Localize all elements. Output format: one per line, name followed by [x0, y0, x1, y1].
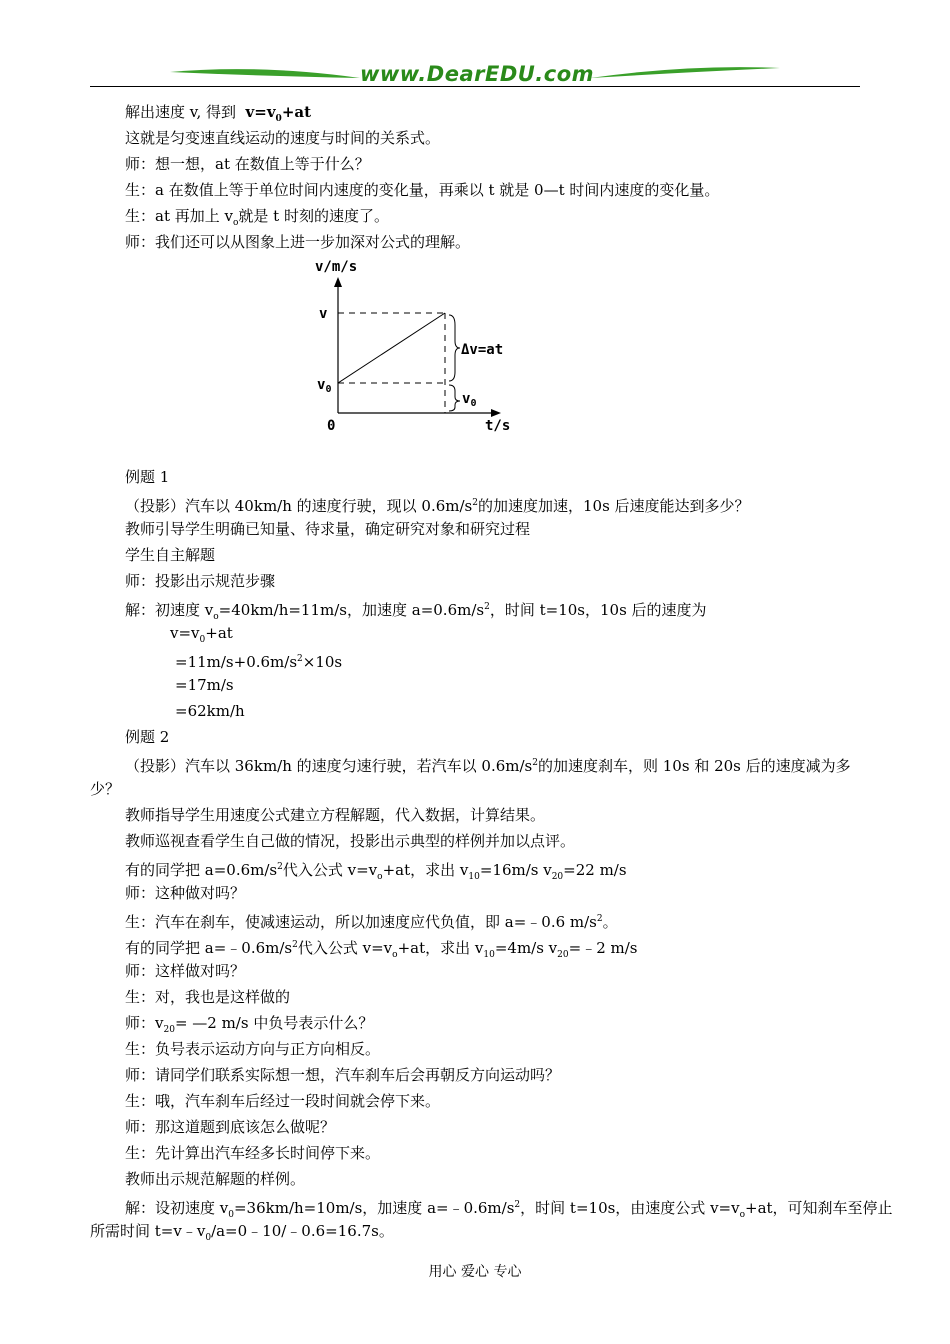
text-line: 这就是匀变速直线运动的速度与时间的关系式。 — [125, 129, 441, 147]
text-line: 生：a 在数值上等于单位时间内速度的变化量，再乘以 t 就是 0—t 时间内速度的变化量。 — [125, 181, 720, 199]
v-label: v — [319, 306, 328, 322]
x-axis-arrow — [491, 409, 501, 417]
text-line: 生：哦，汽车刹车后经过一段时间就会停下来。 — [125, 1092, 441, 1110]
example-title: 例题 2 — [125, 728, 170, 746]
text-line: 解：初速度 $v_o=40km/h=11m/s$，加速度 $a=0.6m/s^2$，时间 t=10s，10s 后的速度为 — [125, 601, 707, 622]
velocity-line — [338, 313, 445, 383]
text-line: 师：$v_{20}=$ —2 m/s 中负号表示什么？ — [125, 1014, 374, 1035]
text-line: 师：投影出示规范步骤 — [125, 572, 276, 590]
site-logo[interactable]: www.DearEDU.com — [359, 62, 595, 86]
x-axis-label: t/s — [485, 418, 511, 434]
text-line: 有的同学把 $a=﹣0.6m/s^2$代入公式 $v=v_o+at$，求出 $v_{10}=4m/s$ $v_{20}=﹣2$ m/s — [125, 939, 638, 960]
text-line: 生：对，我也是这样做的 — [125, 988, 291, 1006]
text-line: 师：这样做对吗？ — [125, 962, 246, 980]
origin-label: 0 — [327, 418, 336, 434]
text-line: 生：先计算出汽车经多长时间停下来。 — [125, 1144, 381, 1162]
calc-line: $v=v_0+at$ — [170, 624, 233, 645]
text-line: 生：汽车在刹车，使减速运动，所以加速度应代负值，即 a=﹣0.6 $m/s^2$。 — [125, 913, 618, 931]
page-footer: 用心 爱心 专心 — [428, 1264, 522, 1280]
text-line: 解出速度 v, 得到 $v=v_0+at$ — [125, 103, 312, 124]
text-line: 生：负号表示运动方向与正方向相反。 — [125, 1040, 381, 1058]
text-line: 教师指导学生用速度公式建立方程解题，代入数据，计算结果。 — [125, 806, 546, 824]
text-line: 师：这种做对吗？ — [125, 884, 246, 902]
v0-bracket-label: $v_0$ — [462, 391, 477, 409]
y-axis-arrow — [334, 277, 342, 287]
y-axis-label: v/m/s — [315, 259, 358, 275]
calc-line: =62km/h — [175, 702, 245, 720]
text-line: 教师引导学生明确已知量、待求量，确定研究对象和研究过程 — [125, 520, 531, 538]
example-title: 例题 1 — [125, 468, 170, 486]
text-line: 生：at 再加上 $v_o$就是 t 时刻的速度了。 — [125, 207, 389, 228]
text-line: 所需时间 $t=v﹣v_0/a=0﹣10/﹣0.6=16.7s$。 — [90, 1222, 394, 1243]
header-divider — [90, 86, 860, 87]
text-line: 学生自主解题 — [125, 546, 216, 564]
velocity-time-graph — [305, 255, 535, 440]
calc-line: =17m/s — [175, 676, 234, 694]
text-line: 师：那这道题到底该怎么做呢？ — [125, 1118, 336, 1136]
v0-label: $v_0$ — [317, 377, 332, 395]
v0-bracket — [449, 385, 460, 411]
text-line: 少？ — [90, 780, 121, 798]
text-line: 有的同学把 $a=0.6m/s^2$代入公式 $v=v_o+at$，求出 $v_{10}=16m/s$ $v_{20}=22$ m/s — [125, 861, 627, 882]
text-line: 教师巡视查看学生自己做的情况，投影出示典型的样例并加以点评。 — [125, 832, 576, 850]
text-line: 师：想一想，at 在数值上等于什么？ — [125, 155, 370, 173]
text-line: 教师出示规范解题的样例。 — [125, 1170, 306, 1188]
text-line: 师：我们还可以从图象上进一步加深对公式的理解。 — [125, 233, 471, 251]
delta-v-bracket — [449, 315, 460, 381]
calc-line: $=11m/s+0.6m/s^2\times 10s$ — [175, 653, 343, 671]
text-line: （投影）汽车以 40km/h 的速度行驶，现以 $0.6m/s^2$的加速度加速，10s 后速度能达到多少？ — [125, 497, 750, 515]
text-line: 师：请同学们联系实际想一想，汽车刹车后会再朝反方向运动吗？ — [125, 1066, 561, 1084]
text-line: 解：设初速度 $v_0=36km/h=10m/s$，加速度 $a=﹣0.6m/s^2$，时间 t=10s，由速度公式 $v=v_o+at$，可知刹车至停止 — [125, 1199, 893, 1220]
text-line: （投影）汽车以 36km/h 的速度匀速行驶，若汽车以 $0.6m/s^2$的加速度刹车，则 10s 和 20s 后的速度减为多 — [125, 757, 851, 775]
delta-v-label: Δv=at — [461, 342, 504, 358]
